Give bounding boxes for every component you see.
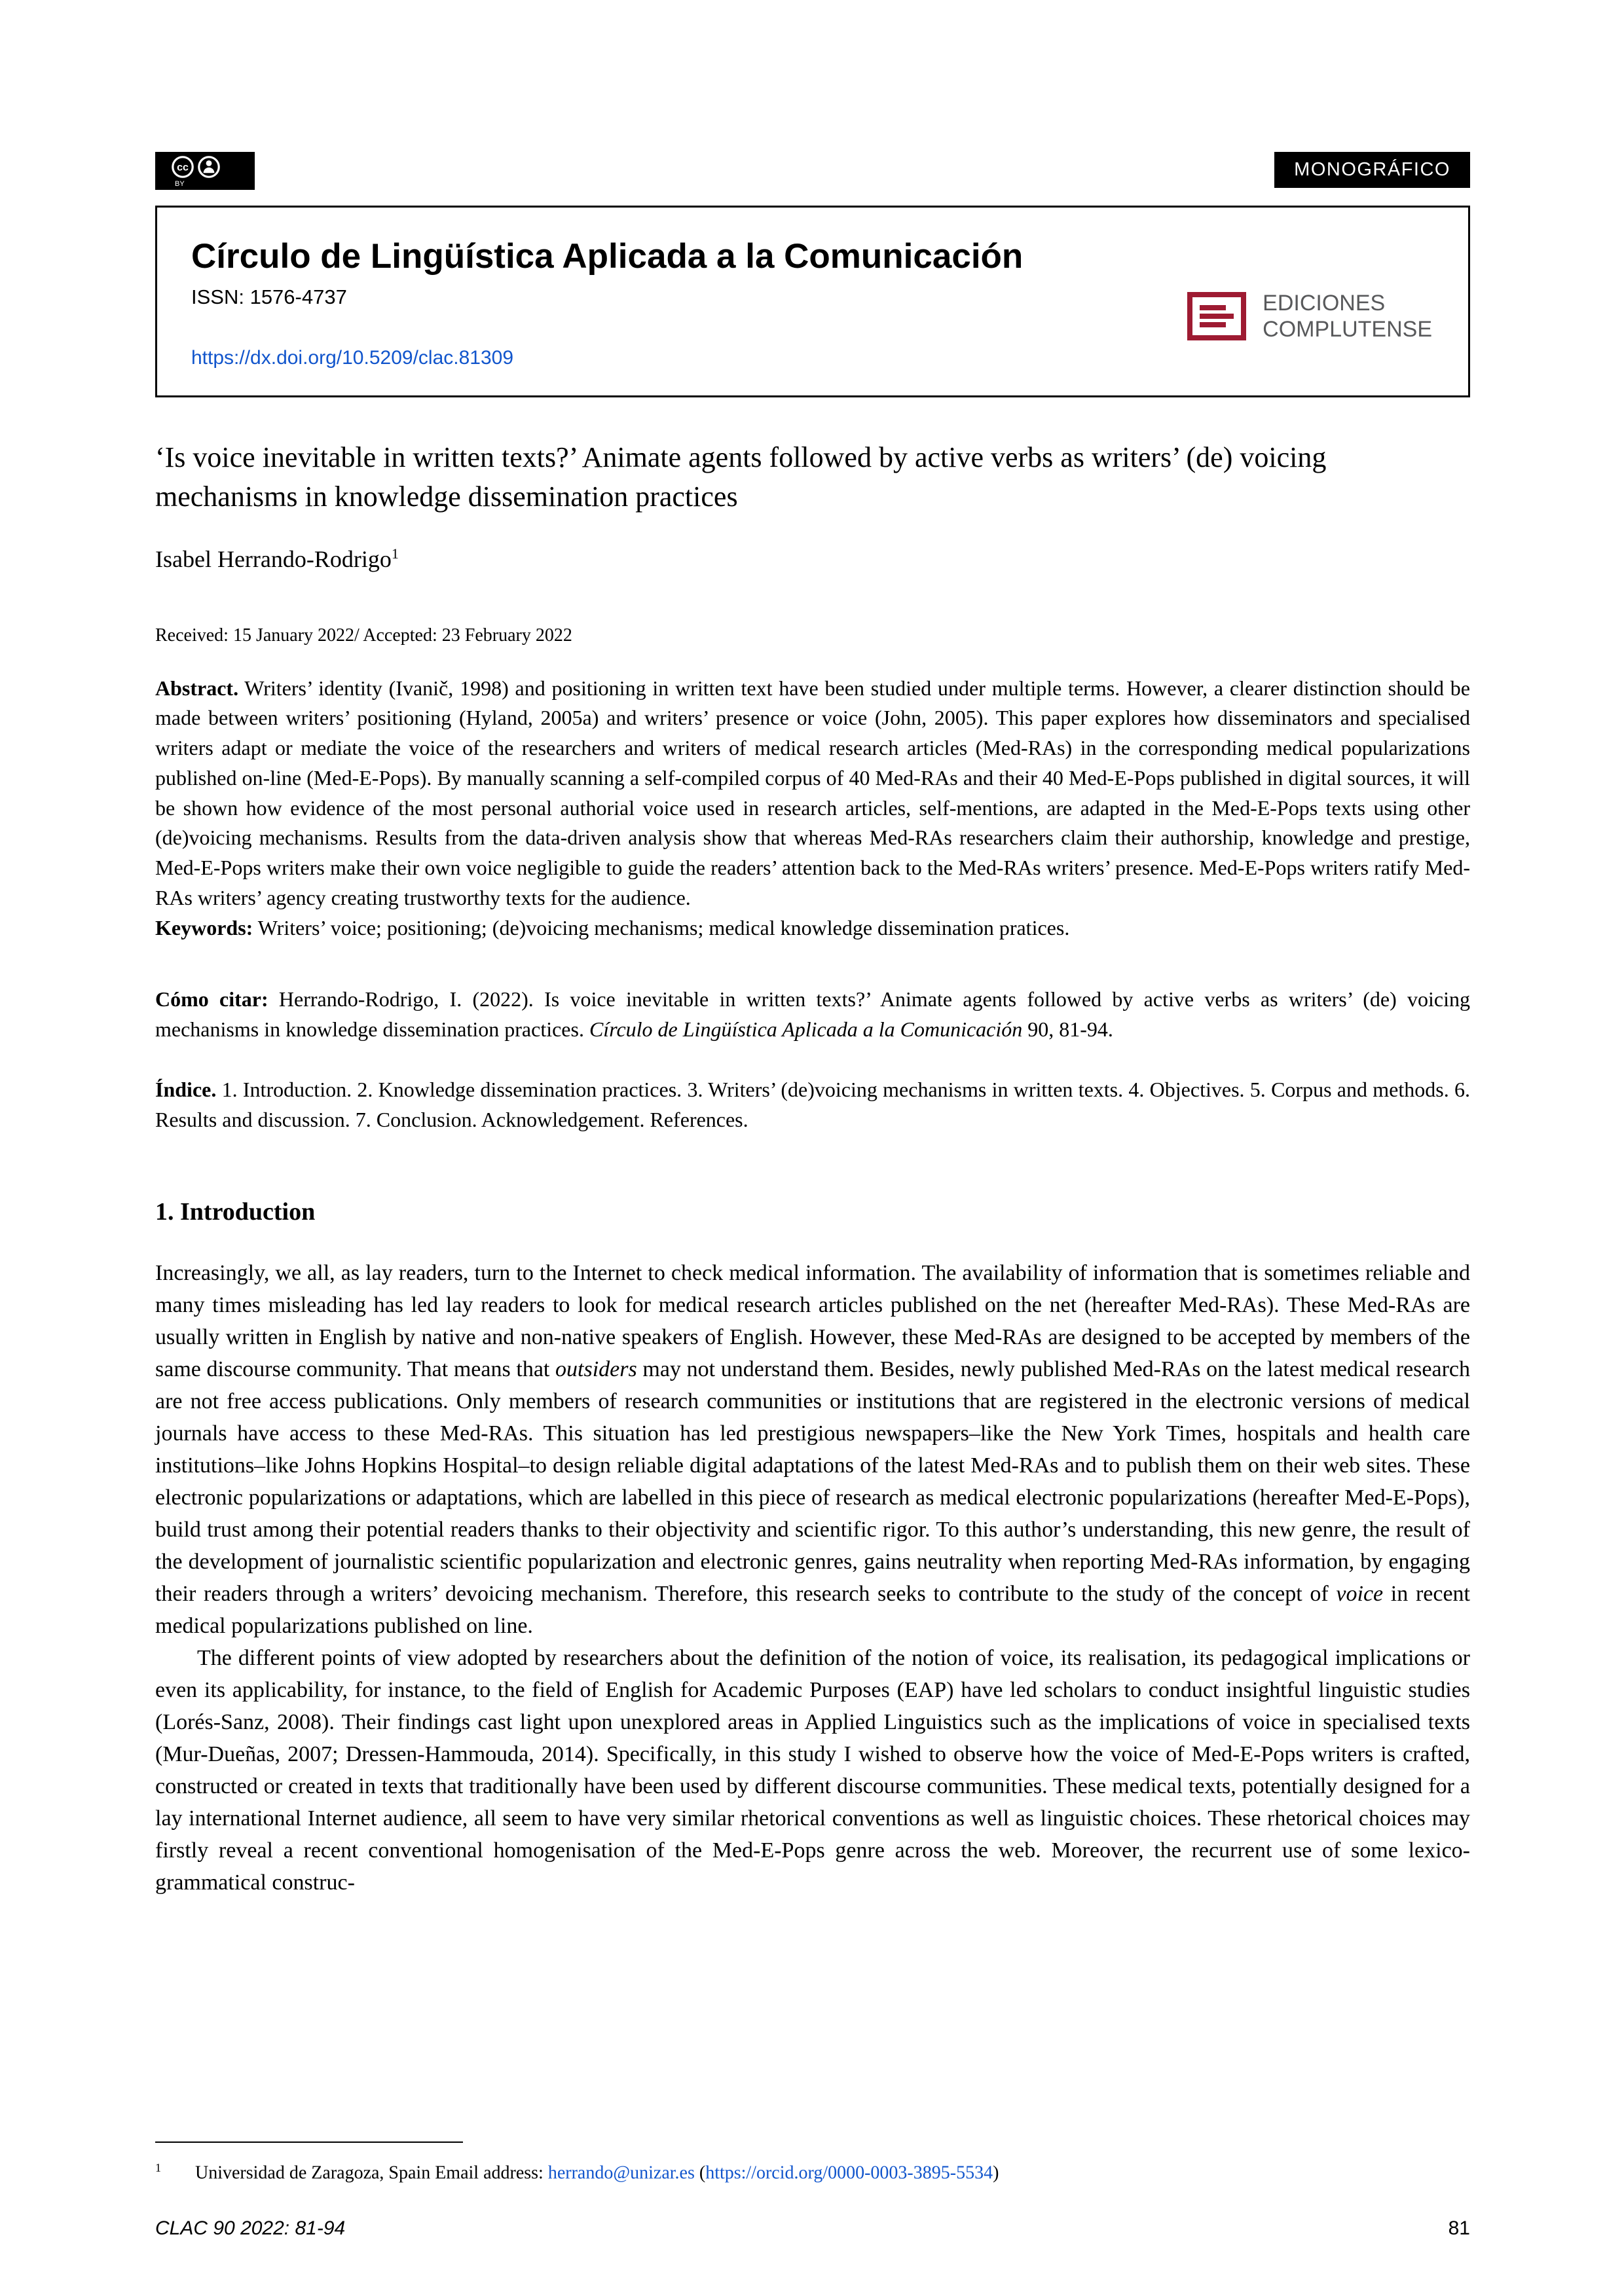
indice-paragraph [155, 1075, 1470, 1135]
cc-by-license-icons [163, 154, 247, 188]
page-content [155, 152, 1470, 1899]
footnote-paren-open: ( [694, 2162, 706, 2183]
cite-text-pre: Herrando-Rodrigo, I. (2022). Is voice inevitable in written texts?’ Animate agents followed by active verbs as writers’ (de) voicing mechanisms in knowledge dissemination practices. [155, 987, 1471, 1042]
abstract-paragraph [155, 674, 1470, 913]
ediciones-complutense-logo [1187, 291, 1247, 341]
monografico-badge: MONOGRÁFICO [1274, 152, 1470, 188]
journal-header-box [155, 206, 1470, 397]
journal-title: Círculo de Lingüística Aplicada a la Comunicación [191, 237, 1024, 276]
p1-seg2: may not understand them. Besides, newly published Med-RAs on the latest medical research are not free access publications. Only members of research communities or institutions that are registered in the electronic versions of medical journals have access to these Med-RAs. This situation has led prestigious newspapers–like the New York Times, hospitals and health care institutions–like Johns Hopkins Hospital–to design reliable digital adaptations of the latest Med-RAs and to publish them on their web sites. These electronic popularizations or adaptations, which are labelled in this piece of research as medical electronic popularizations (hereafter Med-E-Pops), build trust among their potential readers thanks to their objectivity and scientific rigor. To this author’s understanding, this new genre, the result of the development of journalistic scientific popularization and electronic genres, gains neutrality when reporting Med-RAs information, by engaging their readers through a writers’ devoicing mechanism. Therefore, this research seeks to contribute to the study of the concept of [155, 1357, 1470, 1606]
publisher-name [1263, 290, 1432, 342]
page-footer [155, 2217, 1470, 2240]
page-number: 81 [1448, 2217, 1470, 2239]
intro-paragraph-1 [155, 1258, 1470, 1642]
footnote-area [155, 2141, 1470, 2240]
author-footnote-mark: 1 [391, 545, 399, 562]
how-to-cite-section [155, 985, 1470, 1045]
cite-journal-name: Círculo de Lingüística Aplicada a la Comunicación [589, 1017, 1023, 1042]
indice-label: Índice. [155, 1077, 217, 1101]
abstract-text: Writers’ identity (Ivanič, 1998) and positioning in written text have been studied under multiple terms. However, a clearer distinction should be made between writers’ positioning (Hyland, 2005a) and writers’ presence or voice (John, 2005). This paper explores how disseminators and specialised writers adapt or mediate the voice of the researchers and writers of medical research articles (Med-RAs) in the corresponding medical popularizations published on-line (Med-E-Pops). By manually scanning a self-compiled corpus of 40 Med-RAs and their 40 Med-E-Pops published in digital sources, it will be shown how evidence of the most personal authorial voice used in research articles, self-mentions, are adapted in the Med-E-Pops texts using other (de)voicing mechanisms. Results from the data-driven analysis show that whereas Med-RAs researchers claim their authorship, knowledge and prestige, Med-E-Pops writers make their own voice negligible to guide the readers’ attention back to the Med-RAs writers’ presence. Med-E-Pops writers ratify Med-RAs writers’ agency creating trustworthy texts for the audience. [155, 676, 1470, 909]
author-name: Isabel Herrando-Rodrigo [155, 545, 392, 572]
author-line [155, 545, 1470, 573]
indice-text: 1. Introduction. 2. Knowledge dissemination practices. 3. Writers’ (de)voicing mechanisms in written texts. 4. Objectives. 5. Corpus and methods. 6. Results and discussion. 7. Conclusion. Acknowledgement. References. [155, 1077, 1470, 1131]
received-accepted-line: Received: 15 January 2022/ Accepted: 23 February 2022 [155, 625, 572, 646]
journal-ref: CLAC 90 2022: 81-94 [155, 2217, 346, 2239]
publisher-name-line2: COMPLUTENSE [1263, 317, 1432, 342]
affiliation-text: Universidad de Zaragoza, Spain Email address: [195, 2162, 548, 2183]
cite-label: Cómo citar: [155, 987, 268, 1011]
journal-issn: ISSN: 1576-4737 [191, 285, 347, 308]
footnote-divider [155, 2141, 463, 2143]
section-heading-introduction: 1. Introduction [155, 1198, 316, 1226]
keywords-label: Keywords: [155, 915, 253, 939]
svg-text:cc: cc [177, 162, 189, 173]
article-title: ‘Is voice inevitable in written texts?’ Animate agents followed by active verbs as writers’ (de) voicing mechanisms in knowledge dissemination practices [155, 441, 1327, 513]
top-row [155, 152, 1470, 190]
intro-paragraph-2: The different points of view adopted by researchers about the definition of the notion of voice, its realisation, its pedagogical implications or even its applicability, for instance, to the field of English for Academic Purposes (EAP) have led scholars to conduct insightful linguistic studies (Lorés-Sanz, 2008). Their findings cast light upon unexplored areas in Applied Linguistics such as the implications of voice in specialised texts (Mur-Dueñas, 2007; Dressen-Hammouda, 2014). Specifically, in this study I wished to observe how the voice of Med-E-Pops writers is crafted, constructed or created in texts that traditionally have been used by different discourse communities. These medical texts, potentially designed for a lay international Internet audience, all seem to have very similar rhetorical conventions as well as linguistic choices. These rhetorical choices may firstly reveal a recent conventional homogenisation of the Med-E-Pops genre across the web. Moreover, the recurrent use of some lexico-grammatical construc- [155, 1645, 1470, 1895]
by-label: BY [175, 180, 185, 188]
email-link[interactable]: herrando@unizar.es [547, 2162, 695, 2183]
doi-link[interactable]: https://dx.doi.org/10.5209/clac.81309 [191, 347, 514, 369]
footnote [155, 2161, 1470, 2183]
how-to-cite-paragraph [155, 985, 1470, 1045]
cite-text-post: 90, 81-94. [1022, 1017, 1113, 1042]
indice-section [155, 1075, 1470, 1135]
keywords-line [155, 913, 1470, 943]
p1-seg1: Increasingly, we all, as lay readers, turn to the Internet to check medical information. The availability of information that is sometimes reliable and many times misleading has led lay readers to look for medical research articles published on the net (hereafter Med-RAs). These Med-RAs are usually written in English by native and non-native speakers of English. However, these Med-RAs are designed to be accepted by members of the same discourse community. That means that [155, 1261, 1470, 1382]
abstract-label: Abstract. [155, 676, 239, 700]
person-circle-icon [199, 157, 219, 177]
publisher-block [1187, 290, 1432, 342]
abstract-section [155, 674, 1470, 943]
footnote-paren-close: ) [993, 2162, 999, 2183]
footnote-mark: 1 [155, 2160, 161, 2174]
cc-by-license-badge [155, 152, 255, 190]
p1-seg3: in recent medical popularizations published on line. [155, 1581, 1470, 1638]
cc-circle-icon [173, 157, 193, 177]
p1-italic-outsiders: outsiders [555, 1357, 637, 1382]
keywords-text: Writers’ voice; positioning; (de)voicing mechanisms; medical knowledge dissemination pratices. [253, 915, 1070, 939]
p1-italic-voice: voice [1336, 1581, 1384, 1606]
publisher-name-line1: EDICIONES [1263, 291, 1386, 316]
orcid-link[interactable]: https://orcid.org/0000-0003-3895-5534 [705, 2162, 993, 2183]
